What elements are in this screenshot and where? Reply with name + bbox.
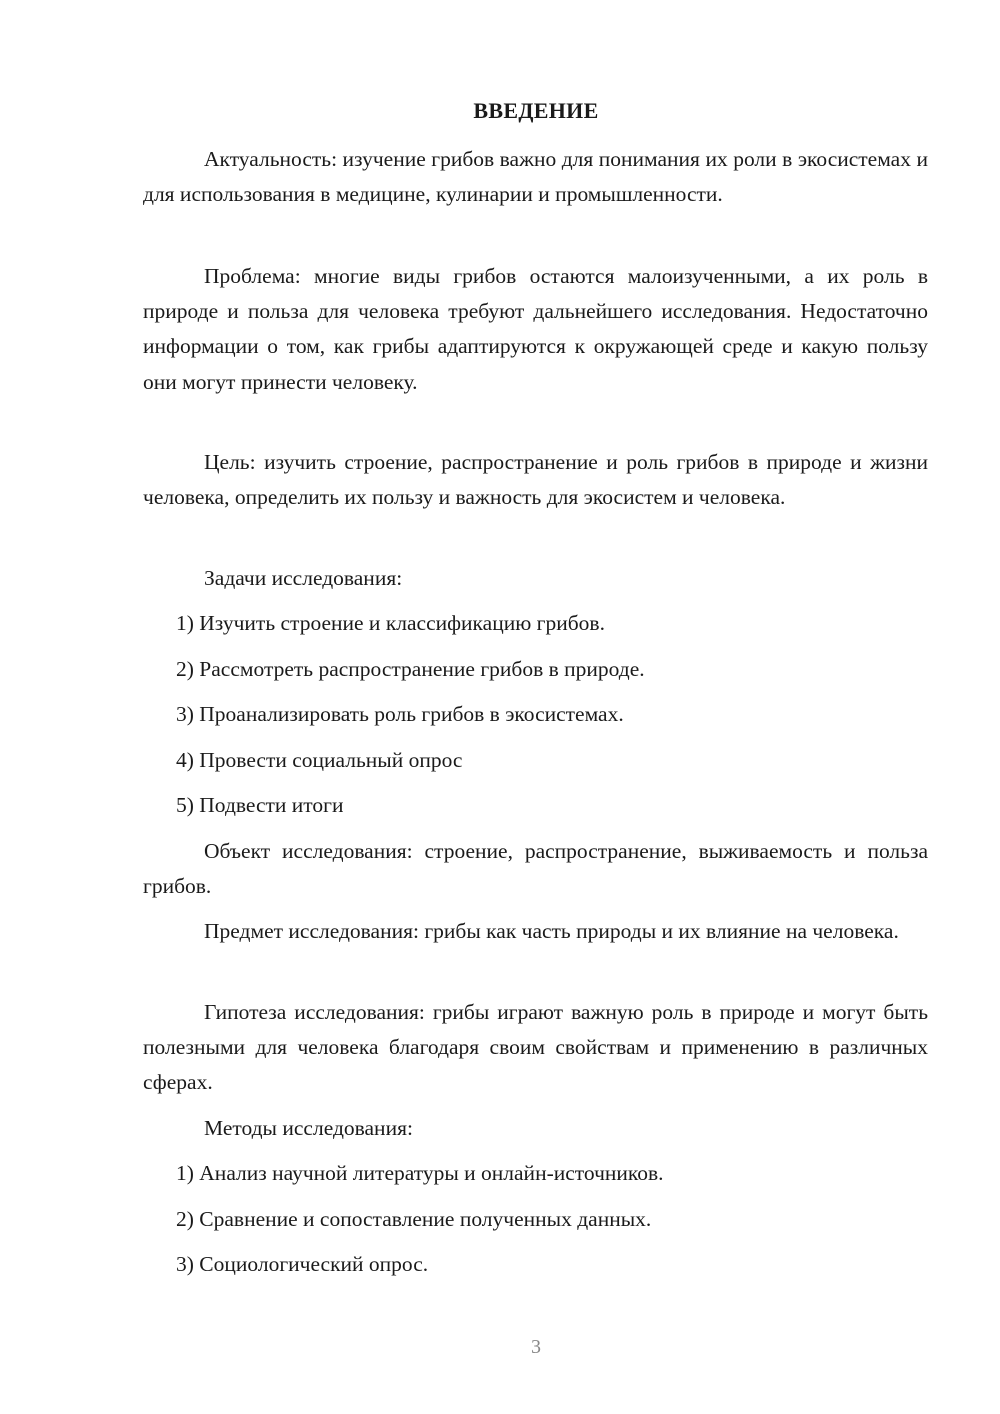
- relevance-paragraph: Актуальность: изучение грибов важно для понимания их роли в экосистемах и для использования в медицине, кулинарии и промышленности.: [143, 147, 928, 207]
- subject-paragraph: Предмет исследования: грибы как часть природы и их влияние на человека.: [204, 919, 899, 943]
- task-item: 3) Проанализировать роль грибов в экосистемах.: [176, 702, 624, 726]
- hypothesis-paragraph: Гипотеза исследования: грибы играют важную роль в природе и могут быть полезными для человека благодаря своим свойствам и применению в различных сферах.: [143, 1000, 928, 1095]
- goal-paragraph: Цель: изучить строение, распространение и роль грибов в природе и жизни человека, определить их пользу и важность для экосистем и человека.: [143, 450, 928, 510]
- problem-paragraph: Проблема: многие виды грибов остаются малоизученными, а их роль в природе и польза для человека требуют дальнейшего исследования. Недостаточно информации о том, как грибы адаптируются к окружающей среде и какую пользу они могут принести человеку.: [143, 264, 928, 394]
- method-item: 2) Сравнение и сопоставление полученных данных.: [176, 1207, 652, 1231]
- task-item: 5) Подвести итоги: [176, 793, 344, 817]
- page-number: 3: [531, 1336, 541, 1358]
- task-item: 2) Рассмотреть распространение грибов в природе.: [176, 657, 645, 681]
- tasks-heading: Задачи исследования:: [204, 566, 403, 590]
- page-title: ВВЕДЕНИЕ: [473, 98, 599, 123]
- method-item: 3) Социологический опрос.: [176, 1252, 429, 1276]
- methods-heading: Методы исследования:: [204, 1116, 413, 1140]
- object-paragraph: Объект исследования: строение, распространение, выживаемость и польза грибов.: [143, 839, 928, 899]
- task-item: 1) Изучить строение и классификацию грибов.: [176, 611, 605, 635]
- task-item: 4) Провести социальный опрос: [176, 748, 463, 772]
- method-item: 1) Анализ научной литературы и онлайн-источников.: [176, 1161, 664, 1185]
